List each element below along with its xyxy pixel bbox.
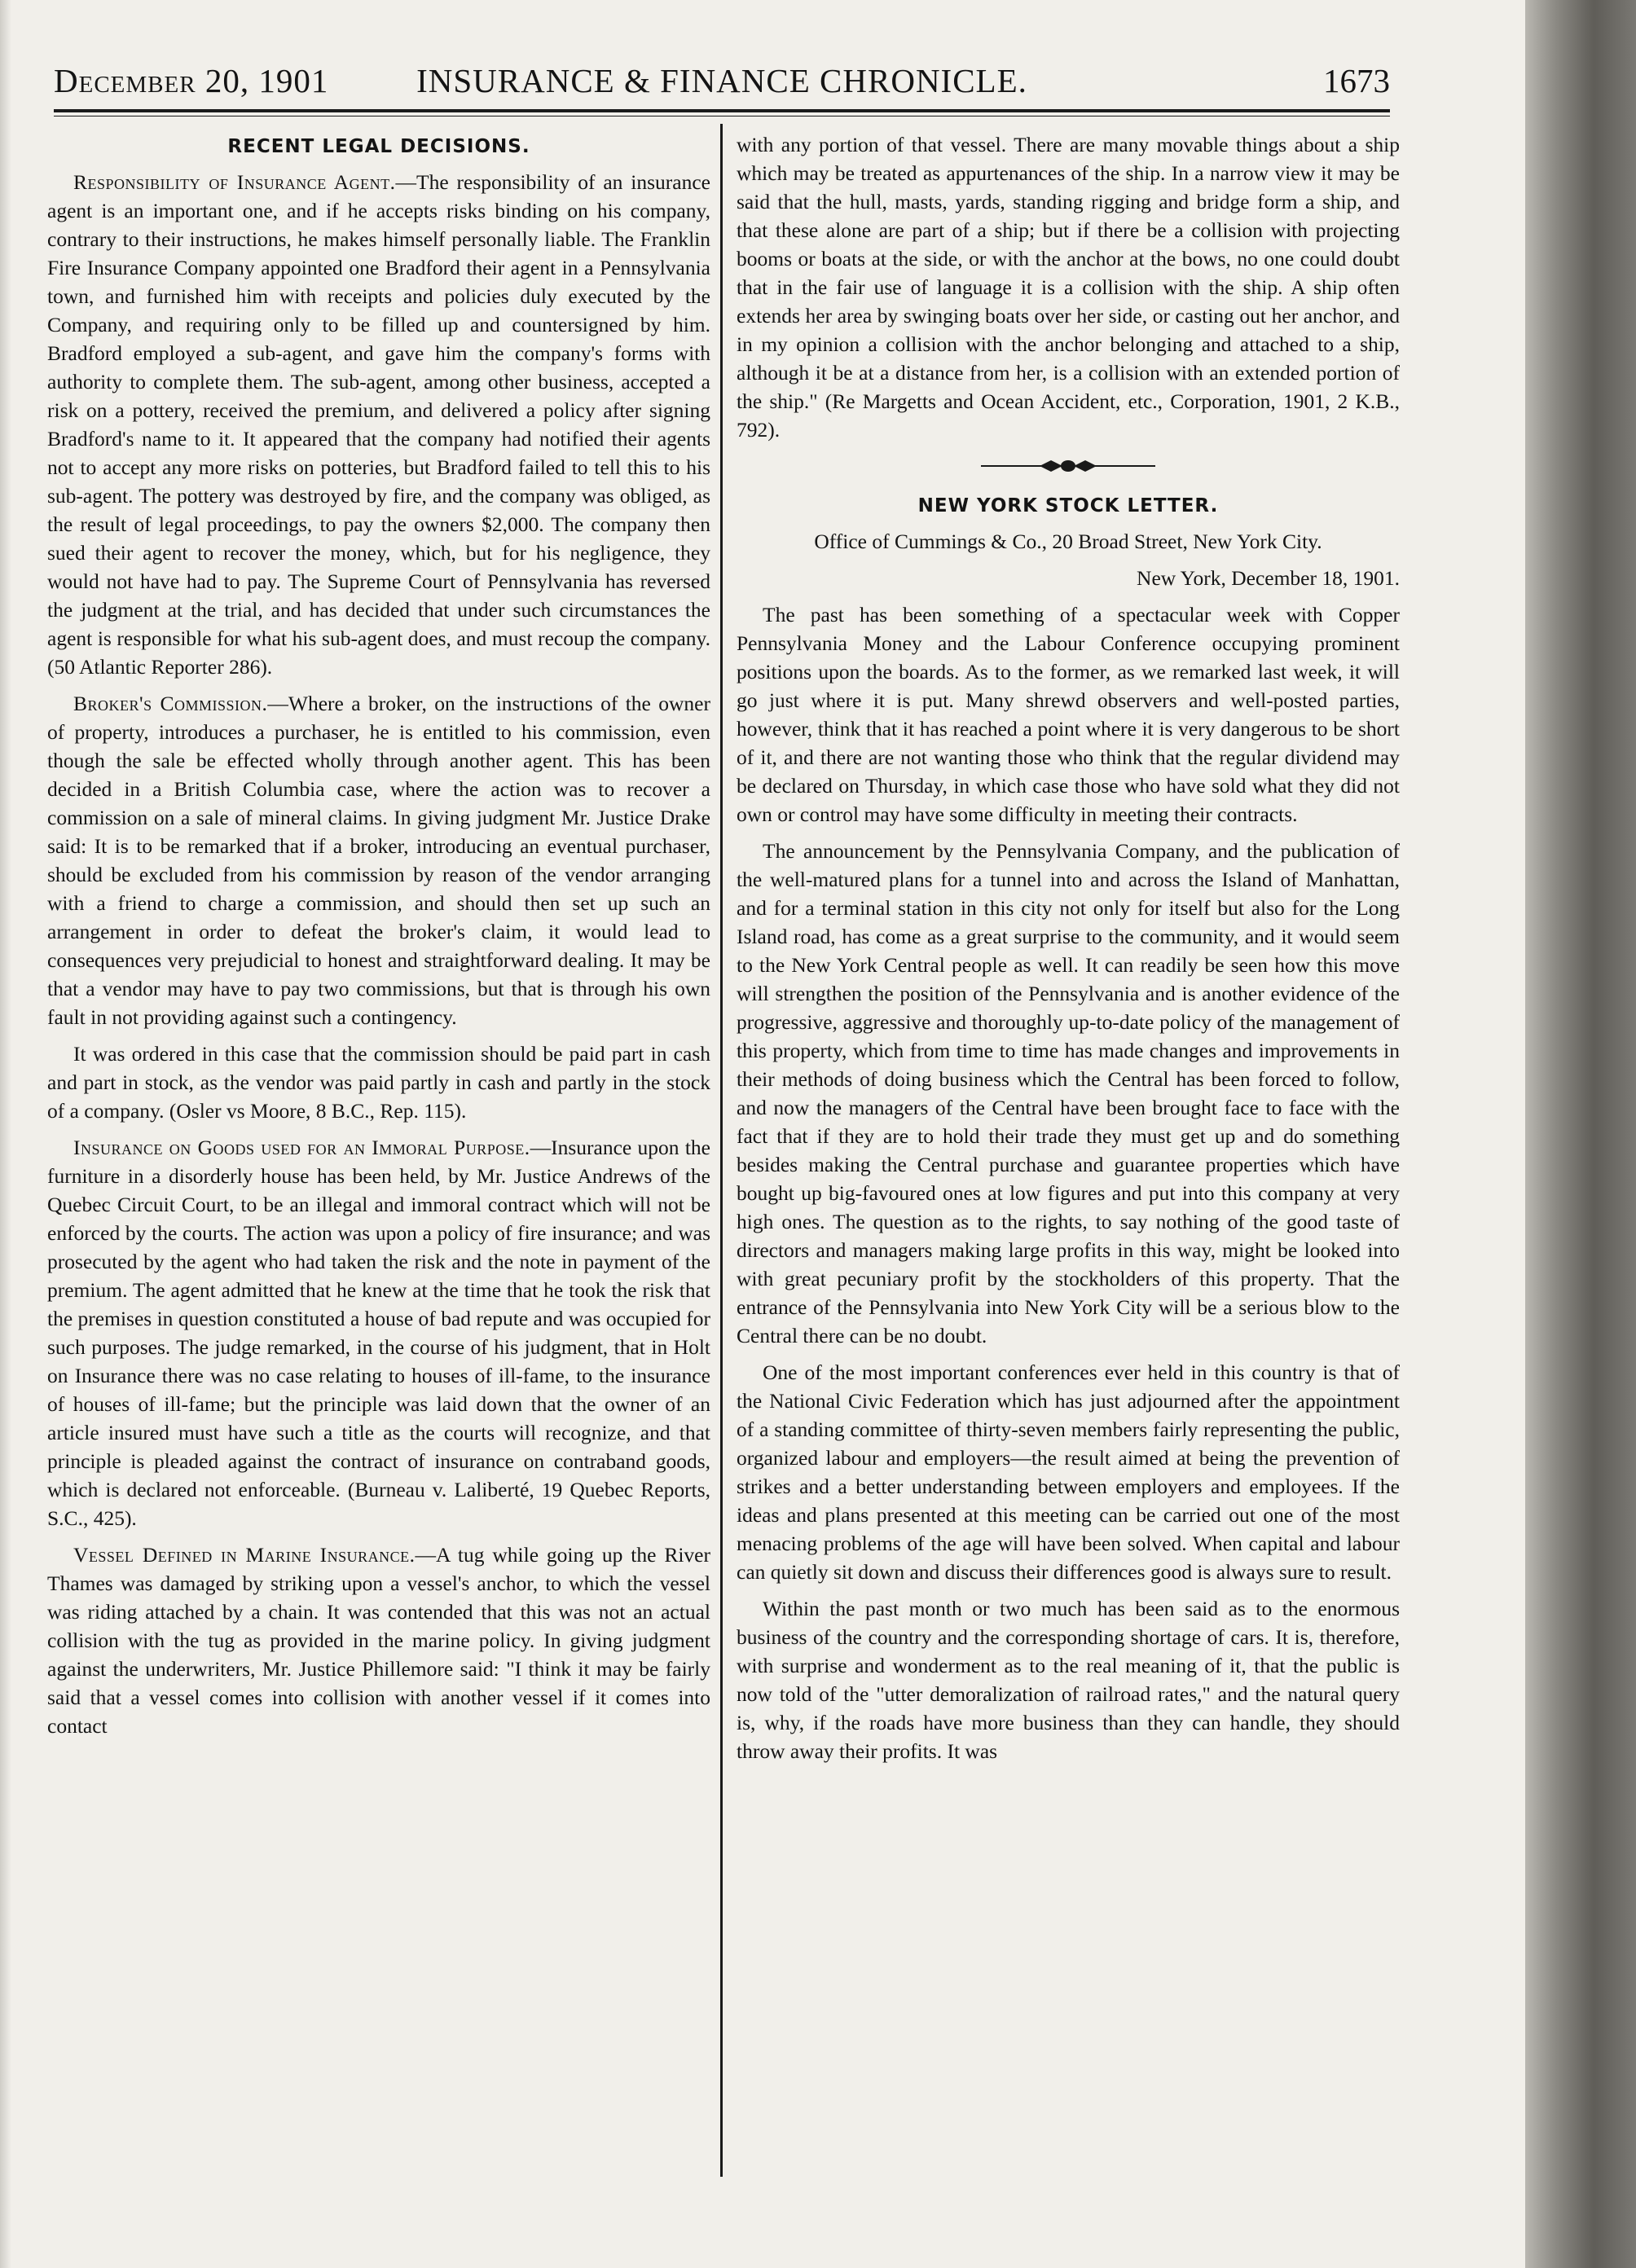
page-binding-shadow [1525,0,1636,2268]
section-divider-ornament [981,459,1155,473]
header-rule-thick [54,109,1390,112]
paragraph-brokers-commission [47,689,710,1031]
paragraph-stock-3: One of the most important conferences ever held in this country is that of the National Civic Federation which has just adjourned after the appointment of a standing committee of thirty-seven members fairly representing the public, organized labour and employers—the result aimed at being the prevention of strikes and a better understanding between employers and employees. If the ideas and plans presented at this meeting can be carried out one of the most menacing problems of the age will have been solved. When capital and labour can quietly sit down and discuss their differences good is always sure to result. [737,1360,1400,1584]
paragraph-lead: Insurance on Goods used for an Immoral Purpose. [73,1136,530,1159]
paragraph-text: —Where a broker, on the instructions of the owner of property, introduces a purchaser, he is entitled to his commission, even though the sale be effected wholly through another agent. This has been decided in a British Columbia case, where the action was to recover a commission on a sale of mineral claims. In giving judgment Mr. Justice Drake said: It is to be remarked that if a broker, introducing an eventual purchaser, should be excluded from his commission by reason of the vendor arranging with a friend to charge a commission, and should then set up such an arrangement in order to defeat the broker's claim, it would lead to consequences very prejudicial to honest and straightforward dealing. It may be that a vendor may have to pay two commissions, but that is through his own fault in not providing against such a contingency. [47,692,710,1029]
office-address: Office of Cummings & Co., 20 Broad Street, New York City. [814,530,1322,553]
dateline: New York, December 18, 1901. [1137,566,1400,590]
column-divider [720,124,723,2177]
page-number: 1673 [1323,62,1390,99]
paragraph-stock-1: The past has been something of a spectacular week with Copper Pennsylvania Money and the Labour Conference occupying prominent positions upon the boards. As to the former, as we remarked last week, it will go just where it is put. Many shrewd observers and well-posted parties, however, think that it has reached a point where it is very dangerous to be short of it, and there are not wanting those who think that the regular dividend may be declared on Thursday, in which case those who have sold what they did not own or control may have some difficulty in meeting their contracts. [737,603,1400,826]
running-header [54,52,1390,109]
paragraph-lead: Vessel Defined in Marine Insurance. [73,1543,416,1567]
paragraph-continuation: with any portion of that vessel. There are many movable things about a ship which may be treated as appurtenances of the ship. In a narrow view it may be said that the hull, masts, yards, standing rigging and bridge form a ship, and that these alone are part of a ship; but if there be a collision with projecting booms or boats at the side, or with the anchor at the bows, no one could doubt that in the fair use of language it is a collision with the ship. A ship often extends her area by swinging boats over her side, or casting out her anchor, and in my opinion a collision with the anchor belonging and attached to a ship, although it be at a distance from her, is a collision with an extended portion of the ship." (Re Margetts and Ocean Accident, etc., Corporation, 1901, 2 K.B., 792). [737,133,1400,442]
right-column [737,130,1400,1774]
paragraph-agent-responsibility [47,168,710,681]
page-left-edge [0,0,11,2268]
paragraph-stock-2: The announcement by the Pennsylvania Company, and the publication of the well-matured plans for a tunnel into and across the Island of Manhattan, and for a terminal station in this city not only for itself but also for the Long Island road, has come as a great surprise to the community, and it would seem to the New York Central people as well. It can readily be seen how this move will strengthen the position of the Pennsylvania and is another evidence of the progressive, aggressive and thoroughly up-to-date policy of the management of this property, which from time to time has made changes and improvements in their methods of doing business which the Central has been forced to follow, and now the managers of the Central have been brought face to face with the fact that if they are to hold their trade they must get up and do something besides making the Central purchase and guarantee properties which have bought up big-favoured ones at low figures and put into this company at very high ones. The question as to the rights, to say nothing of the good taste of directors and managers making large profits in this way, might be looked into with great pecuniary profit by the stockholders of this property. That the entrance of the Pennsylvania into New York City will be a serious blow to the Central there can be no doubt. [737,839,1400,1347]
paragraph-text: —The responsibility of an insurance agent is an important one, and if he accepts risks binding on his company, contrary to their instructions, he makes himself personally liable. The Franklin Fire Insurance Company appointed one Bradford their agent in a Pennsylvania town, and furnished him with receipts and policies duly executed by the Company, and requiring only to be filled up and countersigned by him. Bradford employed a sub-agent, and gave him the company's forms with authority to complete them. The sub-agent, among other business, accepted a risk on a pottery, received the premium, and delivered a policy after signing Bradford's name to it. It appeared that the company had notified their agents not to accept any more risks on potteries, but Bradford failed to tell this to his sub-agent. The pottery was destroyed by fire, and the company was obliged, as the result of legal proceedings, to pay the owners $2,000. The company then sued their agent to recover the money, which, but for his negligence, they would not have had to pay. The Supreme Court of Pennsylvania has reversed the judgment at the trial, and has decided that under such circumstances the agent is responsible for what his sub-agent does, and must recoup the company. (50 Atlantic Reporter 286). [47,170,710,679]
left-column [47,130,710,1748]
section-heading-stock-letter: NEW YORK STOCK LETTER. [917,495,1219,516]
paragraph-text: —Insurance upon the furniture in a disorderly house has been held, by Mr. Justice Andrews of the Quebec Circuit Court, to be an illegal and immoral contract which will not be enforced by the courts. The action was upon a policy of fire insurance; and was prosecuted by the agent who had taken the risk and the note in payment of the premium. The agent admitted that he knew at the time that he took the risk that the premises in question constituted a house of bad repute and was occupied for such purposes. The judge remarked, in the course of his judgment, that in Holt on Insurance there was no case relating to houses of ill-fame, to the insurance of houses of ill-fame; but the principle was laid down that the owner of an article insured must have such a title as the courts will recognize, and that principle is pleaded against the contract of insurance on contraband goods, which is declared not enforceable. (Burneau v. Laliberté, 19 Quebec Reports, S.C., 425). [47,1136,710,1530]
paragraph-stock-4: Within the past month or two much has been said as to the enormous business of the country and the corresponding shortage of cars. It is, therefore, with surprise and wonderment as to the real meaning of it, that the public is now told of the "utter demoralization of railroad rates," and the natural query is, why, if the roads have more business than they can handle, they should throw away their profits. It was [737,1597,1400,1763]
paragraph-lead: Responsibility of Insurance Agent. [73,170,396,194]
paragraph-lead: Broker's Commission. [73,692,268,715]
paragraph-text: —A tug while going up the River Thames was damaged by striking upon a vessel's anchor, to which the vessel was riding attached by a chain. It was contended that this was not an actual collision with the tug as provided in the marine policy. In giving judgment against the underwriters, Mr. Justice Phillemore said: "I think it may be fairly said that a vessel comes into collision with another vessel if it comes into contact [47,1543,710,1738]
paragraph-commission-order: It was ordered in this case that the commission should be paid part in cash and part in stock, as the vendor was paid partly in cash and partly in the stock of a company. (Osler vs Moore, 8 B.C., Rep. 115). [47,1042,710,1123]
header-title: INSURANCE & FINANCE CHRONICLE. [416,62,1027,99]
paragraph-vessel-defined [47,1541,710,1740]
section-heading-legal-decisions: RECENT LEGAL DECISIONS. [227,136,530,157]
paragraph-immoral-purpose [47,1133,710,1532]
header-date: December 20, 1901 [54,62,329,99]
